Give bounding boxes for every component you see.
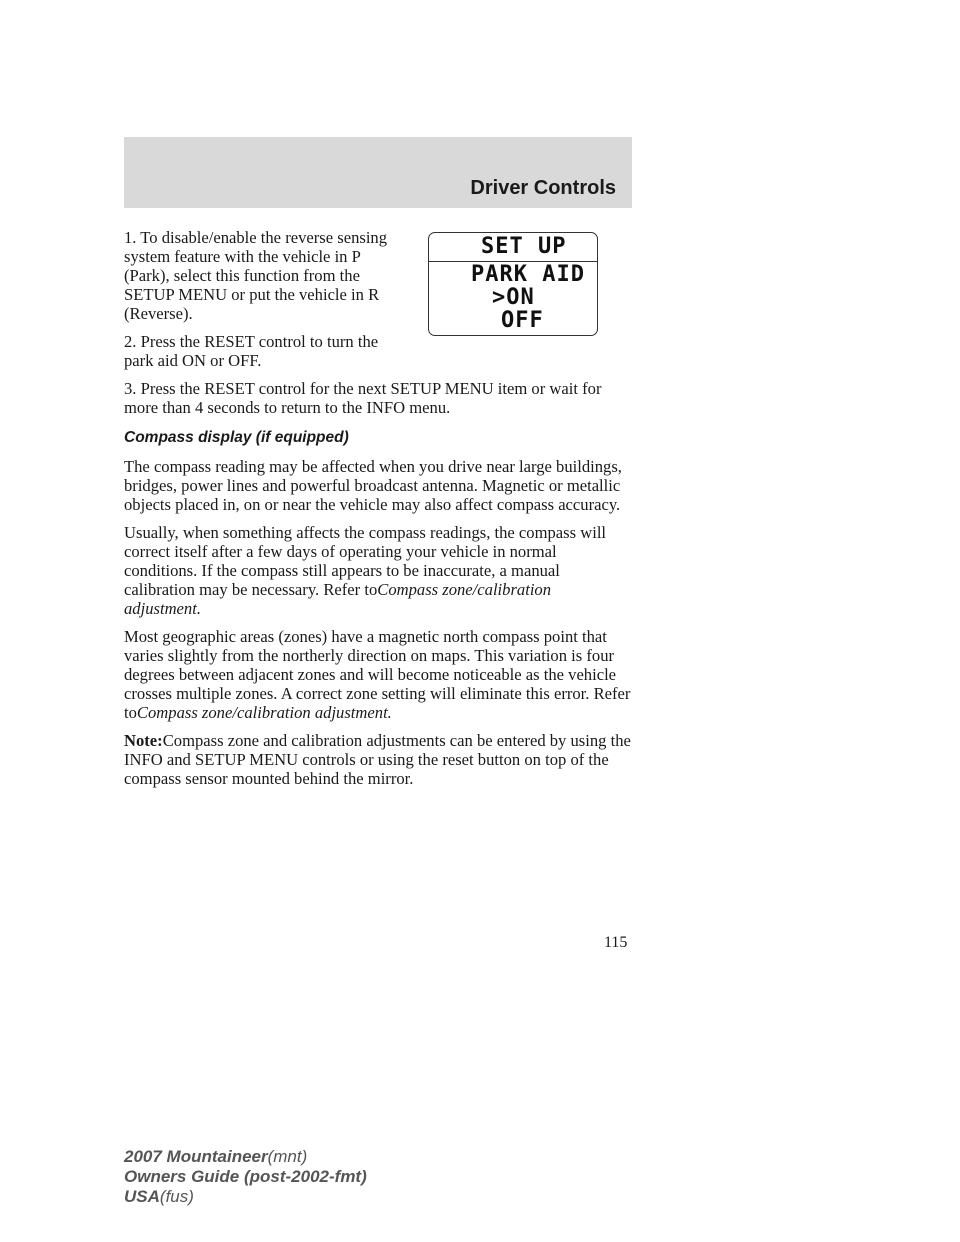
compass-reference-link-2: Compass zone/calibration adjustment. [136, 703, 392, 722]
display-line-park-aid: PARK AID [471, 262, 585, 287]
compass-paragraph-2-text: Usually, when something affects the compass readings, the compass will correct itself after a few days of operating your vehicle in normal conditions. If the compass still appears to be inaccurate, a manual calibration may be necessary. Refer to [124, 523, 607, 599]
footer-market: USA [124, 1187, 160, 1206]
footer-guide: Owners Guide (post-2002-fmt) [124, 1167, 367, 1186]
section-title: Driver Controls [470, 177, 616, 199]
display-line-off: OFF [501, 308, 544, 333]
step-1: 1. To disable/enable the reverse sensing system feature with the vehicle in P (Park), select this function from the SETUP MENU or put the vehicle in R (Reverse). [124, 228, 388, 323]
footer-line-3 [124, 1187, 367, 1207]
footer-line-2 [124, 1167, 367, 1187]
compass-note [124, 731, 632, 788]
footer-model: 2007 Mountaineer [124, 1147, 268, 1166]
footer-model-code: (mnt) [267, 1147, 308, 1166]
footer-market-code: (fus) [159, 1187, 194, 1206]
note-label: Note: [124, 731, 163, 750]
step-3 [124, 379, 632, 417]
compass-paragraph-1: The compass reading may be affected when you drive near large buildings, bridges, power lines and powerful broadcast antenna. Magnetic or metallic objects placed in, on or near the vehicle may also affect compass accuracy. [124, 457, 622, 514]
compass-reference-link: Compass zone/calibration adjustment. [124, 580, 552, 618]
compass-paragraph-2 [124, 523, 632, 618]
page-content [124, 228, 632, 797]
page-number: 115 [604, 934, 628, 951]
footer-line-1 [124, 1147, 367, 1167]
header-band [124, 137, 632, 208]
step-3-text: 3. Press the RESET control for the next SETUP MENU item or wait for more than 4 seconds to return to the INFO menu. [124, 379, 602, 417]
note-text: Compass zone and calibration adjustments can be entered by using the INFO and SETUP MENU controls or using the reset button on top of the compass sensor mounted behind the mirror. [124, 731, 631, 788]
compass-paragraph-3-text: Most geographic areas (zones) have a magnetic north compass point that varies slightly from the northerly direction on maps. This variation is four degrees between adjacent zones and will become noticeable as the vehicle crosses multiple zones. A correct zone setting will eliminate this error. Refer to [124, 627, 631, 722]
display-title: SET UP [481, 234, 567, 259]
step-2: 2. Press the RESET control to turn the park aid ON or OFF. [124, 332, 379, 370]
compass-paragraph-3 [124, 627, 632, 722]
compass-heading: Compass display (if equipped) [124, 429, 349, 446]
document-footer [124, 1147, 367, 1207]
display-line-on: >ON [492, 285, 535, 310]
